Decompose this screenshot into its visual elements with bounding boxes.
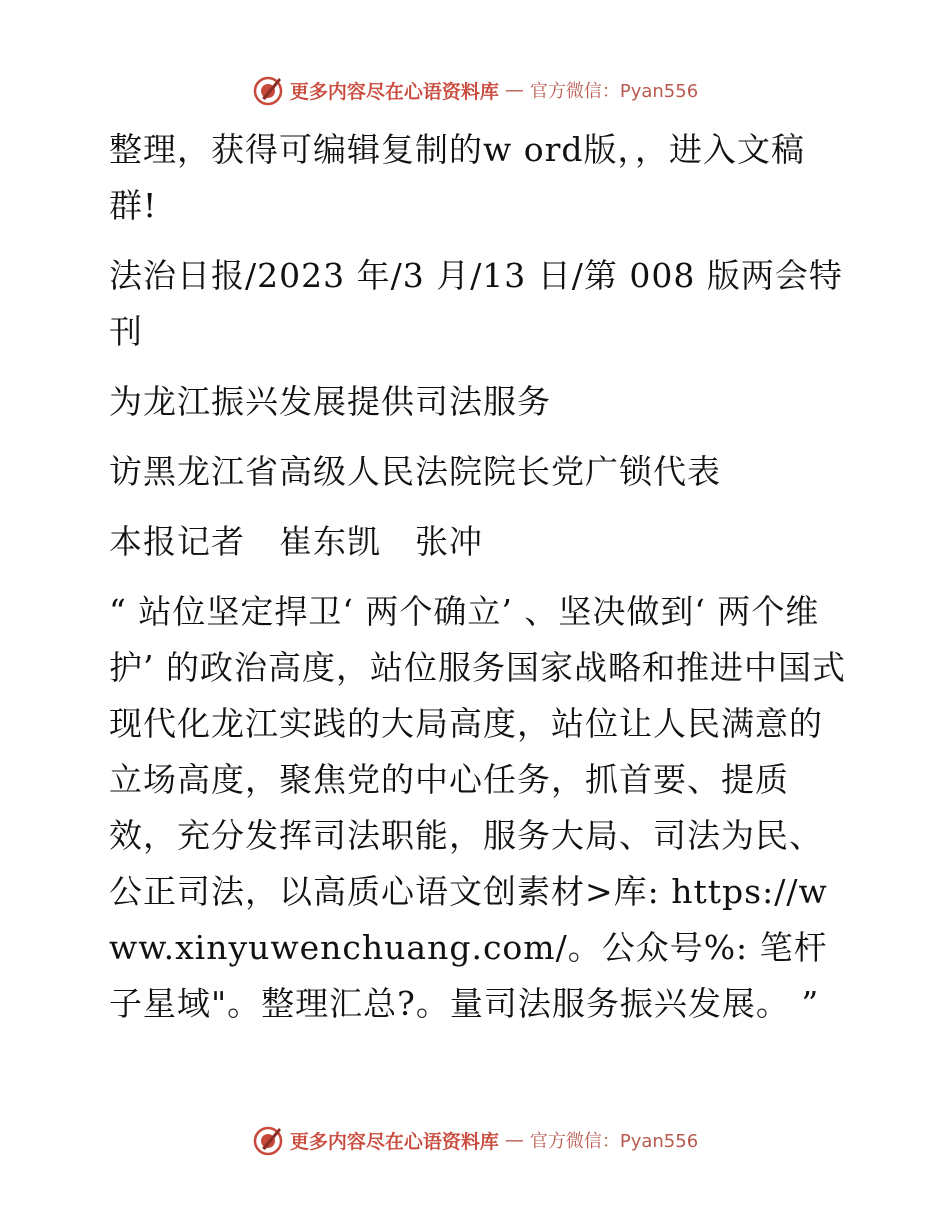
article-subtitle: 访黑龙江省高级人民法院院长党广锁代表 — [109, 452, 721, 491]
banner-contact: 官方微信：Pyan556 — [529, 1131, 699, 1152]
quote-paragraph: “ 站位坚定捍卫‘ 两个确立’ 、坚决做到‘ 两个维护’ 的政治高度，站位服务国家战略和推进中国式现代化龙江实践的大局高度，站位让人民满意的立场高度，聚焦党的中心任务，抓首要、提质效，充分发挥司法职能，服务大局、司法为民、公正司法，以高质心语文创素材>库: https://www.xinyuwenchuang.com/。公众号%: 笔杆子星域"。整理汇总?。量司法服务振兴发展。 ” — [109, 592, 846, 1023]
footer-banner — [0, 1120, 950, 1160]
banner-contact: 官方微信：Pyan556 — [529, 81, 699, 102]
intro-paragraph: 整理，获得可编辑复制的w ord版，，进入文稿群! — [109, 130, 806, 225]
byline: 本报记者 崔东凯 张冲 — [109, 522, 483, 561]
source-line: 法治日报/2023 年/3 月/13 日/第 008 版两会特刊 — [109, 256, 843, 351]
banner-separator: — — [504, 79, 524, 101]
banner-title: 更多内容尽在心语资料库 — [289, 80, 499, 103]
header-banner — [0, 70, 950, 110]
quill-logo-icon — [252, 1124, 284, 1156]
document-body — [97, 122, 852, 1046]
article-title: 为龙江振兴发展提供司法服务 — [109, 382, 551, 421]
banner-title: 更多内容尽在心语资料库 — [289, 1130, 499, 1153]
quill-logo-icon — [252, 74, 284, 106]
banner-separator: — — [504, 1129, 524, 1151]
